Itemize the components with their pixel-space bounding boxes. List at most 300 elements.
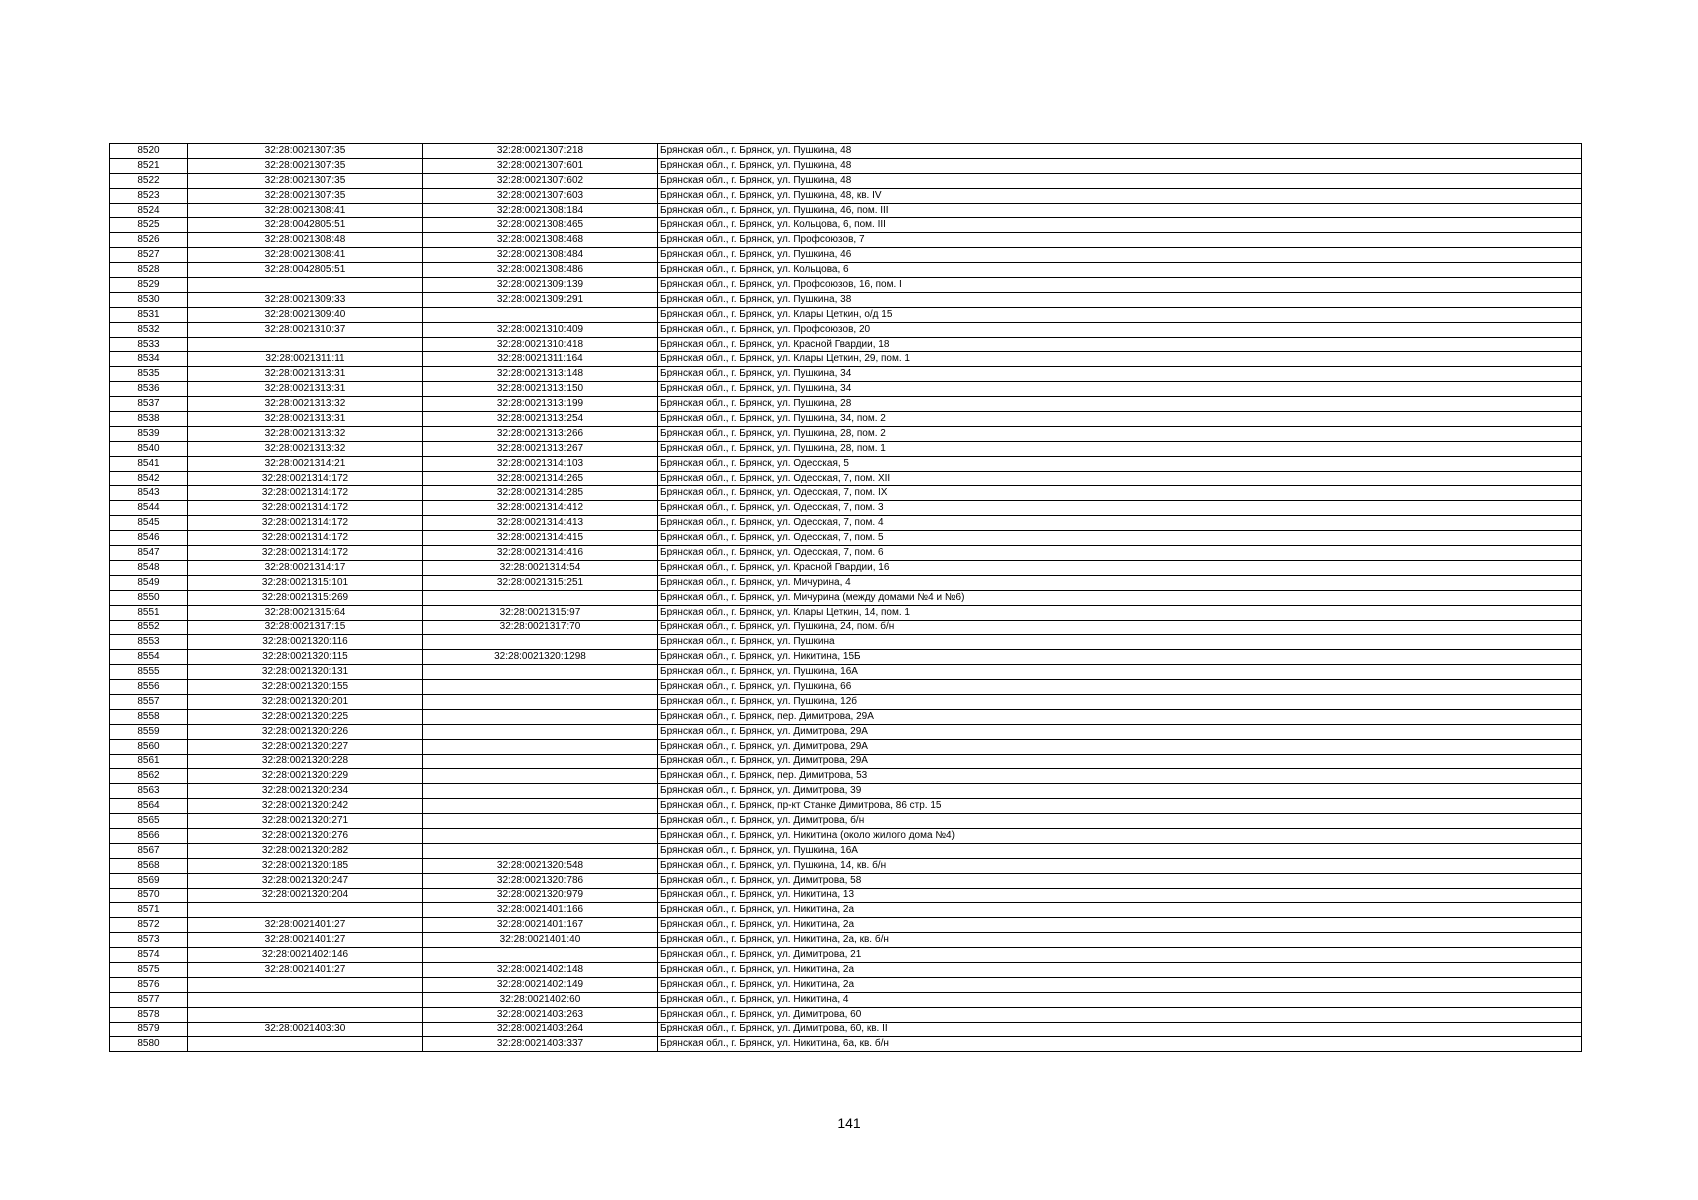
parent-cadastral-number-cell: 32:28:0021320:201 bbox=[188, 694, 423, 709]
address-cell: Брянская обл., г. Брянск, ул. Кольцова, 6 bbox=[658, 263, 1582, 278]
cadastral-number-cell: 32:28:0021402:149 bbox=[423, 977, 658, 992]
table-row bbox=[110, 531, 1582, 546]
address-cell: Брянская обл., г. Брянск, ул. Пушкина, 28, пом. 1 bbox=[658, 441, 1582, 456]
row-number-cell: 8537 bbox=[110, 397, 188, 412]
table-row bbox=[110, 962, 1582, 977]
row-number-cell: 8568 bbox=[110, 858, 188, 873]
row-number-cell: 8564 bbox=[110, 799, 188, 814]
address-cell: Брянская обл., г. Брянск, ул. Никитина, 13 bbox=[658, 888, 1582, 903]
table-row bbox=[110, 456, 1582, 471]
row-number-cell: 8520 bbox=[110, 144, 188, 159]
row-number-cell: 8580 bbox=[110, 1037, 188, 1052]
row-number-cell: 8546 bbox=[110, 531, 188, 546]
row-number-cell: 8573 bbox=[110, 933, 188, 948]
address-cell: Брянская обл., г. Брянск, ул. Пушкина, 46 bbox=[658, 248, 1582, 263]
cadastral-number-cell: 32:28:0021308:184 bbox=[423, 203, 658, 218]
parent-cadastral-number-cell bbox=[188, 337, 423, 352]
address-cell: Брянская обл., г. Брянск, ул. Никитина (около жилого дома №4) bbox=[658, 828, 1582, 843]
table-row bbox=[110, 426, 1582, 441]
parent-cadastral-number-cell: 32:28:0021314:172 bbox=[188, 486, 423, 501]
table-row bbox=[110, 173, 1582, 188]
cadastral-number-cell: 32:28:0021308:468 bbox=[423, 233, 658, 248]
address-cell: Брянская обл., г. Брянск, ул. Пушкина, 16А bbox=[658, 665, 1582, 680]
row-number-cell: 8532 bbox=[110, 322, 188, 337]
parent-cadastral-number-cell bbox=[188, 992, 423, 1007]
address-cell: Брянская обл., г. Брянск, ул. Одесская, 7, пом. 4 bbox=[658, 516, 1582, 531]
table-row bbox=[110, 784, 1582, 799]
parent-cadastral-number-cell bbox=[188, 1037, 423, 1052]
parent-cadastral-number-cell: 32:28:0021313:31 bbox=[188, 367, 423, 382]
address-cell: Брянская обл., г. Брянск, ул. Одесская, 7, пом. 3 bbox=[658, 501, 1582, 516]
row-number-cell: 8531 bbox=[110, 307, 188, 322]
parent-cadastral-number-cell: 32:28:0021309:33 bbox=[188, 292, 423, 307]
cadastral-number-cell: 32:28:0021315:97 bbox=[423, 605, 658, 620]
parent-cadastral-number-cell: 32:28:0021320:227 bbox=[188, 739, 423, 754]
row-number-cell: 8524 bbox=[110, 203, 188, 218]
row-number-cell: 8577 bbox=[110, 992, 188, 1007]
parent-cadastral-number-cell: 32:28:0021313:32 bbox=[188, 397, 423, 412]
parent-cadastral-number-cell: 32:28:0042805:51 bbox=[188, 218, 423, 233]
address-cell: Брянская обл., г. Брянск, ул. Пушкина, 24, пом. б/н bbox=[658, 620, 1582, 635]
address-cell: Брянская обл., г. Брянск, ул. Димитрова, 58 bbox=[658, 873, 1582, 888]
table-row bbox=[110, 992, 1582, 1007]
parent-cadastral-number-cell: 32:28:0021320:115 bbox=[188, 650, 423, 665]
table-row bbox=[110, 635, 1582, 650]
parent-cadastral-number-cell: 32:28:0021314:172 bbox=[188, 501, 423, 516]
parent-cadastral-number-cell: 32:28:0021317:15 bbox=[188, 620, 423, 635]
row-number-cell: 8553 bbox=[110, 635, 188, 650]
cadastral-number-cell: 32:28:0021313:148 bbox=[423, 367, 658, 382]
address-cell: Брянская обл., г. Брянск, ул. Пушкина, 12б bbox=[658, 694, 1582, 709]
address-cell: Брянская обл., г. Брянск, ул. Профсоюзов, 16, пом. I bbox=[658, 278, 1582, 293]
address-cell: Брянская обл., г. Брянск, ул. Пушкина, 16А bbox=[658, 843, 1582, 858]
table-row bbox=[110, 977, 1582, 992]
row-number-cell: 8549 bbox=[110, 575, 188, 590]
row-number-cell: 8576 bbox=[110, 977, 188, 992]
parent-cadastral-number-cell: 32:28:0021313:32 bbox=[188, 441, 423, 456]
row-number-cell: 8544 bbox=[110, 501, 188, 516]
address-cell: Брянская обл., г. Брянск, ул. Никитина, 2а bbox=[658, 977, 1582, 992]
row-number-cell: 8579 bbox=[110, 1022, 188, 1037]
table-row bbox=[110, 352, 1582, 367]
address-cell: Брянская обл., г. Брянск, ул. Никитина, 6а, кв. б/н bbox=[658, 1037, 1582, 1052]
address-cell: Брянская обл., г. Брянск, ул. Пушкина, 48 bbox=[658, 173, 1582, 188]
address-cell: Брянская обл., г. Брянск, ул. Пушкина, 66 bbox=[658, 680, 1582, 695]
row-number-cell: 8547 bbox=[110, 546, 188, 561]
address-cell: Брянская обл., г. Брянск, пер. Димитрова, 53 bbox=[658, 769, 1582, 784]
address-cell: Брянская обл., г. Брянск, ул. Никитина, 15Б bbox=[658, 650, 1582, 665]
row-number-cell: 8550 bbox=[110, 590, 188, 605]
address-cell: Брянская обл., г. Брянск, ул. Пушкина, 48, кв. IV bbox=[658, 188, 1582, 203]
address-cell: Брянская обл., г. Брянск, ул. Пушкина, 48 bbox=[658, 158, 1582, 173]
row-number-cell: 8551 bbox=[110, 605, 188, 620]
page-number: 141 bbox=[837, 1115, 861, 1131]
row-number-cell: 8548 bbox=[110, 560, 188, 575]
cadastral-number-cell bbox=[423, 665, 658, 680]
parent-cadastral-number-cell: 32:28:0021308:41 bbox=[188, 248, 423, 263]
table-row bbox=[110, 397, 1582, 412]
table-row bbox=[110, 605, 1582, 620]
address-cell: Брянская обл., г. Брянск, ул. Пушкина, 34 bbox=[658, 367, 1582, 382]
cadastral-number-cell: 32:28:0021403:264 bbox=[423, 1022, 658, 1037]
cadastral-number-cell: 32:28:0021314:54 bbox=[423, 560, 658, 575]
address-cell: Брянская обл., г. Брянск, ул. Никитина, 2а bbox=[658, 918, 1582, 933]
table-row bbox=[110, 650, 1582, 665]
cadastral-number-cell: 32:28:0021307:218 bbox=[423, 144, 658, 159]
address-cell: Брянская обл., г. Брянск, ул. Одесская, 7, пом. IX bbox=[658, 486, 1582, 501]
parent-cadastral-number-cell: 32:28:0021401:27 bbox=[188, 933, 423, 948]
cadastral-number-cell bbox=[423, 814, 658, 829]
row-number-cell: 8539 bbox=[110, 426, 188, 441]
address-cell: Брянская обл., г. Брянск, ул. Никитина, 2а bbox=[658, 962, 1582, 977]
parent-cadastral-number-cell bbox=[188, 278, 423, 293]
address-cell: Брянская обл., г. Брянск, ул. Димитрова, 29А bbox=[658, 739, 1582, 754]
cadastral-number-cell: 32:28:0021313:150 bbox=[423, 382, 658, 397]
row-number-cell: 8535 bbox=[110, 367, 188, 382]
parent-cadastral-number-cell: 32:28:0021311:11 bbox=[188, 352, 423, 367]
table-row bbox=[110, 1022, 1582, 1037]
table-row bbox=[110, 248, 1582, 263]
table-row bbox=[110, 814, 1582, 829]
row-number-cell: 8558 bbox=[110, 709, 188, 724]
cadastral-number-cell: 32:28:0021307:601 bbox=[423, 158, 658, 173]
row-number-cell: 8567 bbox=[110, 843, 188, 858]
parent-cadastral-number-cell: 32:28:0021314:172 bbox=[188, 531, 423, 546]
table-row bbox=[110, 292, 1582, 307]
address-cell: Брянская обл., г. Брянск, ул. Димитрова, 29А bbox=[658, 754, 1582, 769]
row-number-cell: 8552 bbox=[110, 620, 188, 635]
table-row bbox=[110, 382, 1582, 397]
table-row bbox=[110, 903, 1582, 918]
row-number-cell: 8526 bbox=[110, 233, 188, 248]
cadastral-number-cell: 32:28:0021314:416 bbox=[423, 546, 658, 561]
parent-cadastral-number-cell: 32:28:0021320:247 bbox=[188, 873, 423, 888]
table-row bbox=[110, 560, 1582, 575]
table-row bbox=[110, 575, 1582, 590]
row-number-cell: 8538 bbox=[110, 412, 188, 427]
table-row bbox=[110, 918, 1582, 933]
table-row bbox=[110, 933, 1582, 948]
parent-cadastral-number-cell: 32:28:0021313:31 bbox=[188, 412, 423, 427]
cadastral-number-cell: 32:28:0021313:266 bbox=[423, 426, 658, 441]
cadastral-number-cell: 32:28:0021308:486 bbox=[423, 263, 658, 278]
parent-cadastral-number-cell: 32:28:0021314:172 bbox=[188, 516, 423, 531]
parent-cadastral-number-cell: 32:28:0021307:35 bbox=[188, 173, 423, 188]
cadastral-number-cell: 32:28:0021320:786 bbox=[423, 873, 658, 888]
address-cell: Брянская обл., г. Брянск, ул. Профсоюзов, 20 bbox=[658, 322, 1582, 337]
table-row bbox=[110, 709, 1582, 724]
cadastral-number-cell: 32:28:0021308:465 bbox=[423, 218, 658, 233]
row-number-cell: 8575 bbox=[110, 962, 188, 977]
row-number-cell: 8554 bbox=[110, 650, 188, 665]
table-row bbox=[110, 144, 1582, 159]
table-row bbox=[110, 278, 1582, 293]
cadastral-number-cell: 32:28:0021307:603 bbox=[423, 188, 658, 203]
table-row bbox=[110, 307, 1582, 322]
table-row bbox=[110, 620, 1582, 635]
row-number-cell: 8569 bbox=[110, 873, 188, 888]
table-row bbox=[110, 412, 1582, 427]
row-number-cell: 8562 bbox=[110, 769, 188, 784]
address-cell: Брянская обл., г. Брянск, ул. Пушкина, 34, пом. 2 bbox=[658, 412, 1582, 427]
table-row bbox=[110, 828, 1582, 843]
address-cell: Брянская обл., г. Брянск, ул. Клары Цеткин, 29, пом. 1 bbox=[658, 352, 1582, 367]
table-row bbox=[110, 665, 1582, 680]
cadastral-number-cell bbox=[423, 307, 658, 322]
cadastral-number-cell: 32:28:0021402:60 bbox=[423, 992, 658, 1007]
cadastral-number-cell bbox=[423, 680, 658, 695]
address-cell: Брянская обл., г. Брянск, ул. Одесская, 7, пом. XII bbox=[658, 471, 1582, 486]
parent-cadastral-number-cell: 32:28:0021313:32 bbox=[188, 426, 423, 441]
address-cell: Брянская обл., г. Брянск, ул. Пушкина, 38 bbox=[658, 292, 1582, 307]
parent-cadastral-number-cell: 32:28:0021401:27 bbox=[188, 918, 423, 933]
address-cell: Брянская обл., г. Брянск, ул. Димитрова, 60, кв. II bbox=[658, 1022, 1582, 1037]
cadastral-number-cell: 32:28:0021403:263 bbox=[423, 1007, 658, 1022]
row-number-cell: 8542 bbox=[110, 471, 188, 486]
parent-cadastral-number-cell: 32:28:0021320:276 bbox=[188, 828, 423, 843]
cadastral-number-cell: 32:28:0021314:415 bbox=[423, 531, 658, 546]
address-cell: Брянская обл., г. Брянск, ул. Пушкина, 28, пом. 2 bbox=[658, 426, 1582, 441]
table-row bbox=[110, 188, 1582, 203]
cadastral-number-cell: 32:28:0021313:254 bbox=[423, 412, 658, 427]
parent-cadastral-number-cell: 32:28:0021307:35 bbox=[188, 144, 423, 159]
parent-cadastral-number-cell: 32:28:0021307:35 bbox=[188, 158, 423, 173]
registry-table-body bbox=[110, 144, 1582, 1052]
address-cell: Брянская обл., г. Брянск, ул. Клары Цеткин, 14, пом. 1 bbox=[658, 605, 1582, 620]
address-cell: Брянская обл., г. Брянск, ул. Никитина, 2а bbox=[658, 903, 1582, 918]
table-row bbox=[110, 724, 1582, 739]
cadastral-number-cell: 32:28:0021401:167 bbox=[423, 918, 658, 933]
address-cell: Брянская обл., г. Брянск, ул. Пушкина, 28 bbox=[658, 397, 1582, 412]
row-number-cell: 8528 bbox=[110, 263, 188, 278]
table-row bbox=[110, 948, 1582, 963]
row-number-cell: 8578 bbox=[110, 1007, 188, 1022]
cadastral-number-cell bbox=[423, 948, 658, 963]
parent-cadastral-number-cell: 32:28:0021314:21 bbox=[188, 456, 423, 471]
row-number-cell: 8529 bbox=[110, 278, 188, 293]
row-number-cell: 8522 bbox=[110, 173, 188, 188]
row-number-cell: 8556 bbox=[110, 680, 188, 695]
cadastral-number-cell: 32:28:0021311:164 bbox=[423, 352, 658, 367]
cadastral-number-cell bbox=[423, 754, 658, 769]
table-row bbox=[110, 158, 1582, 173]
cadastral-number-cell: 32:28:0021307:602 bbox=[423, 173, 658, 188]
parent-cadastral-number-cell bbox=[188, 903, 423, 918]
cadastral-number-cell: 32:28:0021315:251 bbox=[423, 575, 658, 590]
parent-cadastral-number-cell: 32:28:0021320:185 bbox=[188, 858, 423, 873]
row-number-cell: 8534 bbox=[110, 352, 188, 367]
row-number-cell: 8571 bbox=[110, 903, 188, 918]
parent-cadastral-number-cell: 32:28:0021309:40 bbox=[188, 307, 423, 322]
cadastral-number-cell: 32:28:0021401:40 bbox=[423, 933, 658, 948]
cadastral-number-cell bbox=[423, 739, 658, 754]
table-row bbox=[110, 546, 1582, 561]
row-number-cell: 8525 bbox=[110, 218, 188, 233]
address-cell: Брянская обл., г. Брянск, ул. Кольцова, 6, пом. III bbox=[658, 218, 1582, 233]
row-number-cell: 8545 bbox=[110, 516, 188, 531]
row-number-cell: 8536 bbox=[110, 382, 188, 397]
cadastral-number-cell: 32:28:0021402:148 bbox=[423, 962, 658, 977]
parent-cadastral-number-cell: 32:28:0021320:204 bbox=[188, 888, 423, 903]
cadastral-number-cell bbox=[423, 769, 658, 784]
table-row bbox=[110, 888, 1582, 903]
cadastral-number-cell: 32:28:0021313:267 bbox=[423, 441, 658, 456]
table-row bbox=[110, 1037, 1582, 1052]
parent-cadastral-number-cell: 32:28:0021320:226 bbox=[188, 724, 423, 739]
table-row bbox=[110, 754, 1582, 769]
row-number-cell: 8555 bbox=[110, 665, 188, 680]
cadastral-number-cell bbox=[423, 694, 658, 709]
cadastral-number-cell: 32:28:0021320:548 bbox=[423, 858, 658, 873]
parent-cadastral-number-cell: 32:28:0021320:116 bbox=[188, 635, 423, 650]
row-number-cell: 8574 bbox=[110, 948, 188, 963]
address-cell: Брянская обл., г. Брянск, ул. Клары Цеткин, о/д 15 bbox=[658, 307, 1582, 322]
cadastral-number-cell: 32:28:0021313:199 bbox=[423, 397, 658, 412]
cadastral-number-cell bbox=[423, 635, 658, 650]
table-row bbox=[110, 322, 1582, 337]
cadastral-number-cell bbox=[423, 843, 658, 858]
cadastral-number-cell: 32:28:0021309:291 bbox=[423, 292, 658, 307]
parent-cadastral-number-cell: 32:28:0021320:155 bbox=[188, 680, 423, 695]
address-cell: Брянская обл., г. Брянск, ул. Пушкина, 46, пом. III bbox=[658, 203, 1582, 218]
table-row bbox=[110, 680, 1582, 695]
cadastral-number-cell bbox=[423, 709, 658, 724]
cadastral-number-cell: 32:28:0021310:418 bbox=[423, 337, 658, 352]
cadastral-number-cell: 32:28:0021314:265 bbox=[423, 471, 658, 486]
parent-cadastral-number-cell: 32:28:0021403:30 bbox=[188, 1022, 423, 1037]
registry-table bbox=[109, 143, 1582, 1052]
address-cell: Брянская обл., г. Брянск, ул. Никитина, 4 bbox=[658, 992, 1582, 1007]
address-cell: Брянская обл., г. Брянск, ул. Пушкина, 14, кв. б/н bbox=[658, 858, 1582, 873]
row-number-cell: 8540 bbox=[110, 441, 188, 456]
address-cell: Брянская обл., г. Брянск, ул. Пушкина, 48 bbox=[658, 144, 1582, 159]
parent-cadastral-number-cell bbox=[188, 977, 423, 992]
cadastral-number-cell bbox=[423, 724, 658, 739]
cadastral-number-cell: 32:28:0021320:1298 bbox=[423, 650, 658, 665]
row-number-cell: 8557 bbox=[110, 694, 188, 709]
address-cell: Брянская обл., г. Брянск, ул. Димитрова, 60 bbox=[658, 1007, 1582, 1022]
address-cell: Брянская обл., г. Брянск, ул. Димитрова, 29А bbox=[658, 724, 1582, 739]
address-cell: Брянская обл., г. Брянск, ул. Профсоюзов, 7 bbox=[658, 233, 1582, 248]
table-row bbox=[110, 694, 1582, 709]
address-cell: Брянская обл., г. Брянск, ул. Мичурина, 4 bbox=[658, 575, 1582, 590]
parent-cadastral-number-cell: 32:28:0021320:228 bbox=[188, 754, 423, 769]
parent-cadastral-number-cell: 32:28:0021314:172 bbox=[188, 546, 423, 561]
address-cell: Брянская обл., г. Брянск, ул. Пушкина, 34 bbox=[658, 382, 1582, 397]
parent-cadastral-number-cell: 32:28:0021308:41 bbox=[188, 203, 423, 218]
parent-cadastral-number-cell: 32:28:0021320:271 bbox=[188, 814, 423, 829]
parent-cadastral-number-cell bbox=[188, 1007, 423, 1022]
parent-cadastral-number-cell: 32:28:0021310:37 bbox=[188, 322, 423, 337]
cadastral-number-cell: 32:28:0021314:413 bbox=[423, 516, 658, 531]
table-row bbox=[110, 799, 1582, 814]
address-cell: Брянская обл., г. Брянск, ул. Одесская, 5 bbox=[658, 456, 1582, 471]
table-row bbox=[110, 471, 1582, 486]
row-number-cell: 8533 bbox=[110, 337, 188, 352]
parent-cadastral-number-cell: 32:28:0021320:225 bbox=[188, 709, 423, 724]
address-cell: Брянская обл., г. Брянск, ул. Димитрова, 21 bbox=[658, 948, 1582, 963]
table-row bbox=[110, 233, 1582, 248]
row-number-cell: 8566 bbox=[110, 828, 188, 843]
table-row bbox=[110, 516, 1582, 531]
cadastral-number-cell: 32:28:0021310:409 bbox=[423, 322, 658, 337]
table-row bbox=[110, 263, 1582, 278]
row-number-cell: 8561 bbox=[110, 754, 188, 769]
row-number-cell: 8559 bbox=[110, 724, 188, 739]
parent-cadastral-number-cell: 32:28:0021313:31 bbox=[188, 382, 423, 397]
table-row bbox=[110, 843, 1582, 858]
row-number-cell: 8543 bbox=[110, 486, 188, 501]
address-cell: Брянская обл., г. Брянск, ул. Одесская, 7, пом. 6 bbox=[658, 546, 1582, 561]
cadastral-number-cell bbox=[423, 799, 658, 814]
table-row bbox=[110, 769, 1582, 784]
parent-cadastral-number-cell: 32:28:0021320:234 bbox=[188, 784, 423, 799]
parent-cadastral-number-cell: 32:28:0021314:17 bbox=[188, 560, 423, 575]
address-cell: Брянская обл., г. Брянск, ул. Пушкина bbox=[658, 635, 1582, 650]
parent-cadastral-number-cell: 32:28:0021315:64 bbox=[188, 605, 423, 620]
cadastral-number-cell bbox=[423, 828, 658, 843]
address-cell: Брянская обл., г. Брянск, ул. Одесская, 7, пом. 5 bbox=[658, 531, 1582, 546]
parent-cadastral-number-cell: 32:28:0021320:242 bbox=[188, 799, 423, 814]
cadastral-number-cell: 32:28:0021317:70 bbox=[423, 620, 658, 635]
cadastral-number-cell: 32:28:0021309:139 bbox=[423, 278, 658, 293]
cadastral-number-cell bbox=[423, 784, 658, 799]
row-number-cell: 8527 bbox=[110, 248, 188, 263]
row-number-cell: 8521 bbox=[110, 158, 188, 173]
row-number-cell: 8523 bbox=[110, 188, 188, 203]
address-cell: Брянская обл., г. Брянск, ул. Мичурина (между домами №4 и №6) bbox=[658, 590, 1582, 605]
cadastral-number-cell: 32:28:0021320:979 bbox=[423, 888, 658, 903]
parent-cadastral-number-cell: 32:28:0021315:101 bbox=[188, 575, 423, 590]
table-row bbox=[110, 873, 1582, 888]
parent-cadastral-number-cell: 32:28:0042805:51 bbox=[188, 263, 423, 278]
table-row bbox=[110, 501, 1582, 516]
table-row bbox=[110, 337, 1582, 352]
table-row bbox=[110, 1007, 1582, 1022]
parent-cadastral-number-cell: 32:28:0021314:172 bbox=[188, 471, 423, 486]
table-row bbox=[110, 218, 1582, 233]
row-number-cell: 8570 bbox=[110, 888, 188, 903]
address-cell: Брянская обл., г. Брянск, пр-кт Станке Димитрова, 86 стр. 15 bbox=[658, 799, 1582, 814]
cadastral-number-cell: 32:28:0021314:285 bbox=[423, 486, 658, 501]
table-row bbox=[110, 590, 1582, 605]
row-number-cell: 8572 bbox=[110, 918, 188, 933]
table-row bbox=[110, 367, 1582, 382]
address-cell: Брянская обл., г. Брянск, пер. Димитрова, 29А bbox=[658, 709, 1582, 724]
parent-cadastral-number-cell: 32:28:0021320:282 bbox=[188, 843, 423, 858]
address-cell: Брянская обл., г. Брянск, ул. Никитина, 2а, кв. б/н bbox=[658, 933, 1582, 948]
cadastral-number-cell: 32:28:0021403:337 bbox=[423, 1037, 658, 1052]
parent-cadastral-number-cell: 32:28:0021402:146 bbox=[188, 948, 423, 963]
cadastral-number-cell: 32:28:0021401:166 bbox=[423, 903, 658, 918]
address-cell: Брянская обл., г. Брянск, ул. Красной Гвардии, 18 bbox=[658, 337, 1582, 352]
row-number-cell: 8565 bbox=[110, 814, 188, 829]
table-row bbox=[110, 739, 1582, 754]
address-cell: Брянская обл., г. Брянск, ул. Красной Гвардии, 16 bbox=[658, 560, 1582, 575]
parent-cadastral-number-cell: 32:28:0021320:229 bbox=[188, 769, 423, 784]
row-number-cell: 8563 bbox=[110, 784, 188, 799]
address-cell: Брянская обл., г. Брянск, ул. Димитрова, 39 bbox=[658, 784, 1582, 799]
row-number-cell: 8530 bbox=[110, 292, 188, 307]
table-row bbox=[110, 203, 1582, 218]
cadastral-number-cell: 32:28:0021308:484 bbox=[423, 248, 658, 263]
table-row bbox=[110, 441, 1582, 456]
cadastral-number-cell bbox=[423, 590, 658, 605]
address-cell: Брянская обл., г. Брянск, ул. Димитрова, б/н bbox=[658, 814, 1582, 829]
parent-cadastral-number-cell: 32:28:0021308:48 bbox=[188, 233, 423, 248]
row-number-cell: 8560 bbox=[110, 739, 188, 754]
cadastral-number-cell: 32:28:0021314:103 bbox=[423, 456, 658, 471]
